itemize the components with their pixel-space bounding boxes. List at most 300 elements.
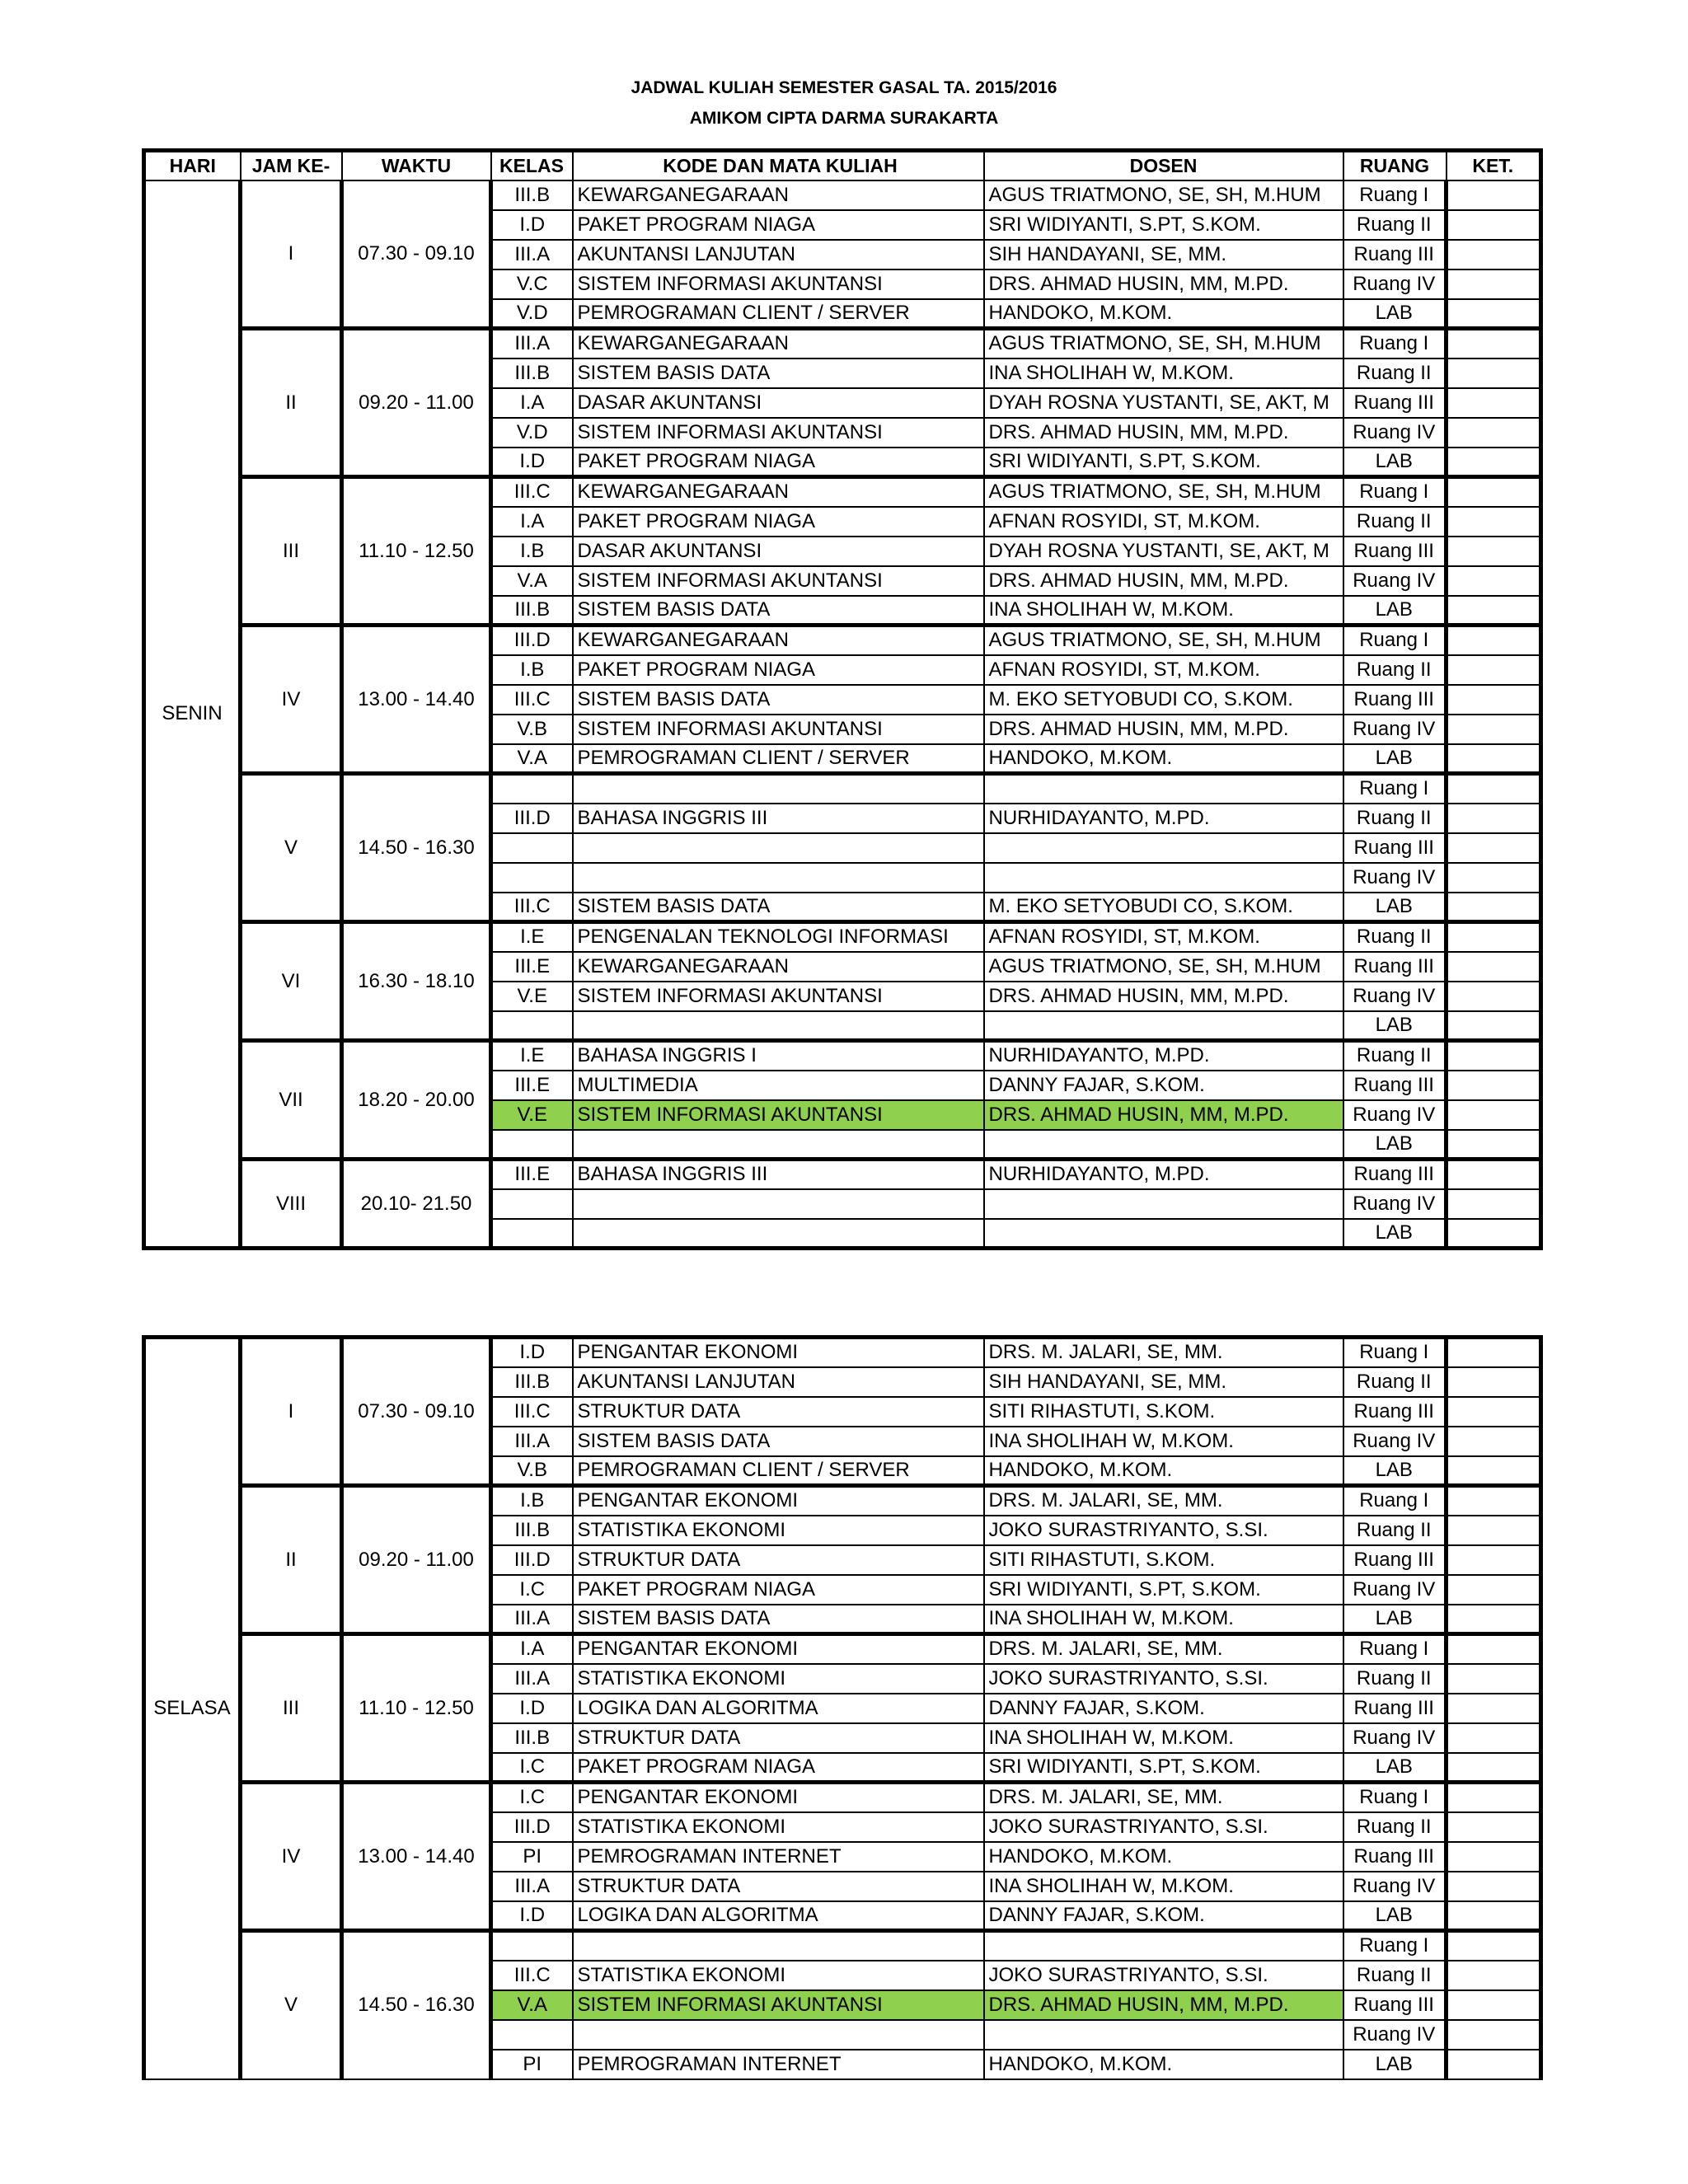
kelas-cell: III.D [491, 1545, 573, 1575]
jam-cell: II [241, 329, 342, 477]
dosen-cell: SITI RIHASTUTI, S.KOM. [984, 1545, 1343, 1575]
ket-cell [1447, 1664, 1541, 1694]
mata-kuliah-cell: PENGANTAR EKONOMI [573, 1634, 984, 1664]
ruang-cell: Ruang I [1343, 1338, 1447, 1367]
dosen-cell: DRS. M. JALARI, SE, MM. [984, 1783, 1343, 1812]
kelas-cell: III.E [491, 952, 573, 982]
ruang-cell: Ruang III [1343, 1071, 1447, 1100]
ket-cell [1447, 774, 1541, 804]
kelas-cell: III.C [491, 1961, 573, 1990]
ket-cell [1447, 1516, 1541, 1545]
mata-kuliah-cell [573, 863, 984, 893]
dosen-cell [984, 2020, 1343, 2050]
mata-kuliah-cell: SISTEM INFORMASI AKUNTANSI [573, 715, 984, 744]
ket-cell [1447, 418, 1541, 448]
dosen-cell [984, 1931, 1343, 1961]
ket-cell [1447, 833, 1541, 863]
jam-cell: VIII [241, 1160, 342, 1249]
ruang-cell: Ruang II [1343, 804, 1447, 833]
mata-kuliah-cell: BAHASA INGGRIS III [573, 804, 984, 833]
waktu-cell: 14.50 - 16.30 [342, 1931, 491, 2079]
waktu-cell: 16.30 - 18.10 [342, 922, 491, 1041]
ruang-cell: Ruang III [1343, 1545, 1447, 1575]
mata-kuliah-cell: AKUNTANSI LANJUTAN [573, 1367, 984, 1397]
header-waktu: WAKTU [342, 151, 491, 180]
ruang-cell: Ruang III [1343, 1990, 1447, 2020]
ket-cell [1447, 2050, 1541, 2079]
ket-cell [1447, 655, 1541, 685]
ruang-cell: LAB [1343, 1753, 1447, 1783]
mata-kuliah-cell [573, 1931, 984, 1961]
kelas-cell: III.B [491, 1367, 573, 1397]
ket-cell [1447, 537, 1541, 566]
mata-kuliah-cell: STRUKTUR DATA [573, 1545, 984, 1575]
ruang-cell: Ruang IV [1343, 566, 1447, 596]
ket-cell [1447, 1990, 1541, 2020]
ruang-cell: Ruang IV [1343, 715, 1447, 744]
dosen-cell [984, 833, 1343, 863]
ruang-cell: Ruang II [1343, 359, 1447, 388]
table-row [144, 1338, 1541, 1367]
mata-kuliah-cell: PAKET PROGRAM NIAGA [573, 655, 984, 685]
dosen-cell: JOKO SURASTRIYANTO, S.SI. [984, 1812, 1343, 1842]
mata-kuliah-cell: PAKET PROGRAM NIAGA [573, 1753, 984, 1783]
kelas-cell: III.C [491, 1397, 573, 1427]
kelas-cell: III.A [491, 1872, 573, 1901]
mata-kuliah-cell: STATISTIKA EKONOMI [573, 1812, 984, 1842]
ruang-cell: Ruang III [1343, 1397, 1447, 1427]
kelas-cell [491, 1130, 573, 1160]
kelas-cell: III.E [491, 1160, 573, 1189]
mata-kuliah-cell: SISTEM BASIS DATA [573, 359, 984, 388]
kelas-cell: I.D [491, 1901, 573, 1931]
ket-cell [1447, 982, 1541, 1011]
jam-cell: I [241, 1338, 342, 1486]
kelas-cell: I.C [491, 1783, 573, 1812]
dosen-cell: AGUS TRIATMONO, SE, SH, M.HUM [984, 477, 1343, 507]
mata-kuliah-cell: STRUKTUR DATA [573, 1397, 984, 1427]
mata-kuliah-cell: KEWARGANEGARAAN [573, 329, 984, 359]
kelas-cell: I.B [491, 537, 573, 566]
mata-kuliah-cell: KEWARGANEGARAAN [573, 180, 984, 210]
ket-cell [1447, 180, 1541, 210]
dosen-cell: SIH HANDAYANI, SE, MM. [984, 240, 1343, 269]
ket-cell [1447, 507, 1541, 537]
dosen-cell: NURHIDAYANTO, M.PD. [984, 804, 1343, 833]
dosen-cell: SRI WIDIYANTI, S.PT, S.KOM. [984, 1575, 1343, 1605]
mata-kuliah-cell: LOGIKA DAN ALGORITMA [573, 1901, 984, 1931]
kelas-cell: V.A [491, 566, 573, 596]
dosen-cell: JOKO SURASTRIYANTO, S.SI. [984, 1961, 1343, 1990]
kelas-cell: I.B [491, 655, 573, 685]
ket-cell [1447, 1872, 1541, 1901]
ruang-cell: LAB [1343, 1011, 1447, 1041]
table-row [144, 477, 1541, 507]
mata-kuliah-cell: SISTEM INFORMASI AKUNTANSI [573, 269, 984, 299]
jam-cell: IV [241, 1783, 342, 1931]
mata-kuliah-cell: KEWARGANEGARAAN [573, 952, 984, 982]
mata-kuliah-cell: SISTEM BASIS DATA [573, 1427, 984, 1456]
ket-cell [1447, 240, 1541, 269]
header-hari: HARI [144, 151, 241, 180]
ket-cell [1447, 359, 1541, 388]
dosen-cell: HANDOKO, M.KOM. [984, 1456, 1343, 1486]
ket-cell [1447, 626, 1541, 655]
table-row [144, 774, 1541, 804]
kelas-cell: III.A [491, 1427, 573, 1456]
waktu-cell: 07.30 - 09.10 [342, 1338, 491, 1486]
mata-kuliah-cell: PEMROGRAMAN CLIENT / SERVER [573, 744, 984, 774]
ruang-cell: Ruang IV [1343, 982, 1447, 1011]
ket-cell [1447, 1723, 1541, 1753]
mata-kuliah-cell: DASAR AKUNTANSI [573, 388, 984, 418]
ket-cell [1447, 1694, 1541, 1723]
dosen-cell: AGUS TRIATMONO, SE, SH, M.HUM [984, 626, 1343, 655]
dosen-cell: INA SHOLIHAH W, M.KOM. [984, 1605, 1343, 1634]
kelas-cell: III.D [491, 804, 573, 833]
waktu-cell: 07.30 - 09.10 [342, 180, 491, 329]
ruang-cell: LAB [1343, 1130, 1447, 1160]
kelas-cell: I.D [491, 210, 573, 240]
ket-cell [1447, 1338, 1541, 1367]
ket-cell [1447, 2020, 1541, 2050]
mata-kuliah-cell: SISTEM BASIS DATA [573, 893, 984, 922]
kelas-cell: III.C [491, 893, 573, 922]
jam-cell: I [241, 180, 342, 329]
mata-kuliah-cell: DASAR AKUNTANSI [573, 537, 984, 566]
ruang-cell: Ruang II [1343, 1041, 1447, 1071]
ruang-cell: Ruang II [1343, 1516, 1447, 1545]
kelas-cell: III.A [491, 240, 573, 269]
mata-kuliah-cell: STRUKTUR DATA [573, 1723, 984, 1753]
kelas-cell: III.E [491, 1071, 573, 1100]
ruang-cell: Ruang IV [1343, 1427, 1447, 1456]
kelas-cell [491, 1931, 573, 1961]
dosen-cell: JOKO SURASTRIYANTO, S.SI. [984, 1664, 1343, 1694]
dosen-cell: DANNY FAJAR, S.KOM. [984, 1694, 1343, 1723]
kelas-cell [491, 1219, 573, 1249]
ket-cell [1447, 1100, 1541, 1130]
ket-cell [1447, 1219, 1541, 1249]
mata-kuliah-cell [573, 1011, 984, 1041]
header-ruang: RUANG [1343, 151, 1447, 180]
ruang-cell: Ruang IV [1343, 269, 1447, 299]
dosen-cell: HANDOKO, M.KOM. [984, 2050, 1343, 2079]
kelas-cell: I.E [491, 1041, 573, 1071]
header-jam: JAM KE- [241, 151, 342, 180]
mata-kuliah-cell [573, 2020, 984, 2050]
table-row [144, 1041, 1541, 1071]
mata-kuliah-cell: BAHASA INGGRIS I [573, 1041, 984, 1071]
kelas-cell: V.C [491, 269, 573, 299]
jam-cell: V [241, 1931, 342, 2079]
table-row [144, 1783, 1541, 1812]
kelas-cell: III.B [491, 596, 573, 626]
dosen-cell: NURHIDAYANTO, M.PD. [984, 1041, 1343, 1071]
page-title: JADWAL KULIAH SEMESTER GASAL TA. 2015/2016 [631, 78, 1057, 97]
dosen-cell: DANNY FAJAR, S.KOM. [984, 1071, 1343, 1100]
dosen-cell: DRS. M. JALARI, SE, MM. [984, 1338, 1343, 1367]
ruang-cell: LAB [1343, 1219, 1447, 1249]
jam-cell: VII [241, 1041, 342, 1160]
dosen-cell: INA SHOLIHAH W, M.KOM. [984, 1872, 1343, 1901]
dosen-cell: HANDOKO, M.KOM. [984, 299, 1343, 329]
ruang-cell: Ruang II [1343, 1961, 1447, 1990]
mata-kuliah-cell: SISTEM BASIS DATA [573, 596, 984, 626]
jam-cell: V [241, 774, 342, 922]
dosen-cell: DRS. AHMAD HUSIN, MM, M.PD. [984, 566, 1343, 596]
dosen-cell [984, 1130, 1343, 1160]
jam-cell: III [241, 1634, 342, 1783]
ket-cell [1447, 1931, 1541, 1961]
schedule-table-selasa [142, 1335, 1543, 2080]
ruang-cell: Ruang I [1343, 329, 1447, 359]
mata-kuliah-cell: PAKET PROGRAM NIAGA [573, 448, 984, 477]
jam-cell: IV [241, 626, 342, 774]
ket-cell [1447, 566, 1541, 596]
table-row [144, 180, 1541, 210]
ket-cell [1447, 1634, 1541, 1664]
dosen-cell: SRI WIDIYANTI, S.PT, S.KOM. [984, 210, 1343, 240]
ruang-cell: Ruang III [1343, 388, 1447, 418]
ket-cell [1447, 685, 1541, 715]
ruang-cell: LAB [1343, 1456, 1447, 1486]
dosen-cell: DRS. AHMAD HUSIN, MM, M.PD. [984, 1100, 1343, 1130]
header-mata-kuliah: KODE DAN MATA KULIAH [573, 151, 984, 180]
dosen-cell: INA SHOLIHAH W, M.KOM. [984, 1427, 1343, 1456]
dosen-cell: HANDOKO, M.KOM. [984, 1842, 1343, 1872]
ket-cell [1447, 1901, 1541, 1931]
kelas-cell [491, 1189, 573, 1219]
ruang-cell: Ruang IV [1343, 1872, 1447, 1901]
mata-kuliah-cell: PENGENALAN TEKNOLOGI INFORMASI [573, 922, 984, 952]
ruang-cell: Ruang I [1343, 477, 1447, 507]
ket-cell [1447, 1160, 1541, 1189]
mata-kuliah-cell: SISTEM BASIS DATA [573, 1605, 984, 1634]
waktu-cell: 14.50 - 16.30 [342, 774, 491, 922]
kelas-cell: III.B [491, 359, 573, 388]
mata-kuliah-cell: PAKET PROGRAM NIAGA [573, 1575, 984, 1605]
waktu-cell: 18.20 - 20.00 [342, 1041, 491, 1160]
kelas-cell [491, 863, 573, 893]
dosen-cell [984, 774, 1343, 804]
ket-cell [1447, 863, 1541, 893]
kelas-cell: III.B [491, 180, 573, 210]
ket-cell [1447, 1130, 1541, 1160]
page-subtitle: AMIKOM CIPTA DARMA SURAKARTA [689, 109, 999, 128]
mata-kuliah-cell: MULTIMEDIA [573, 1071, 984, 1100]
ket-cell [1447, 952, 1541, 982]
mata-kuliah-cell: BAHASA INGGRIS III [573, 1160, 984, 1189]
ket-cell [1447, 1041, 1541, 1071]
kelas-cell: I.D [491, 1338, 573, 1367]
jam-cell: VI [241, 922, 342, 1041]
kelas-cell: I.A [491, 1634, 573, 1664]
ruang-cell: Ruang IV [1343, 863, 1447, 893]
schedule-table-senin [142, 148, 1543, 1250]
dosen-cell: DRS. M. JALARI, SE, MM. [984, 1634, 1343, 1664]
ruang-cell: LAB [1343, 448, 1447, 477]
mata-kuliah-cell [573, 1130, 984, 1160]
ruang-cell: Ruang I [1343, 180, 1447, 210]
ruang-cell: Ruang IV [1343, 2020, 1447, 2050]
dosen-cell: INA SHOLIHAH W, M.KOM. [984, 1723, 1343, 1753]
kelas-cell: I.A [491, 388, 573, 418]
waktu-cell: 11.10 - 12.50 [342, 477, 491, 626]
ket-cell [1447, 388, 1541, 418]
kelas-cell: III.B [491, 1516, 573, 1545]
ket-cell [1447, 596, 1541, 626]
ket-cell [1447, 1842, 1541, 1872]
waktu-cell: 13.00 - 14.40 [342, 626, 491, 774]
dosen-cell: SRI WIDIYANTI, S.PT, S.KOM. [984, 448, 1343, 477]
ruang-cell: Ruang III [1343, 833, 1447, 863]
ruang-cell: Ruang III [1343, 1694, 1447, 1723]
dosen-cell [984, 1219, 1343, 1249]
table-row [144, 1931, 1541, 1961]
ket-cell [1447, 893, 1541, 922]
mata-kuliah-cell: PENGANTAR EKONOMI [573, 1486, 984, 1516]
ket-cell [1447, 1605, 1541, 1634]
dosen-cell: DRS. AHMAD HUSIN, MM, M.PD. [984, 1990, 1343, 2020]
ruang-cell: LAB [1343, 2050, 1447, 2079]
dosen-cell: SITI RIHASTUTI, S.KOM. [984, 1397, 1343, 1427]
mata-kuliah-cell: AKUNTANSI LANJUTAN [573, 240, 984, 269]
kelas-cell: I.B [491, 1486, 573, 1516]
kelas-cell [491, 2020, 573, 2050]
ruang-cell: Ruang III [1343, 1160, 1447, 1189]
mata-kuliah-cell: PEMROGRAMAN CLIENT / SERVER [573, 1456, 984, 1486]
kelas-cell [491, 833, 573, 863]
ket-cell [1447, 1812, 1541, 1842]
mata-kuliah-cell: PEMROGRAMAN INTERNET [573, 1842, 984, 1872]
waktu-cell: 09.20 - 11.00 [342, 1486, 491, 1634]
kelas-cell: V.B [491, 715, 573, 744]
mata-kuliah-cell: KEWARGANEGARAAN [573, 477, 984, 507]
ket-cell [1447, 1427, 1541, 1456]
kelas-cell: PI [491, 2050, 573, 2079]
ket-cell [1447, 804, 1541, 833]
ruang-cell: Ruang I [1343, 1634, 1447, 1664]
kelas-cell: III.C [491, 685, 573, 715]
ket-cell [1447, 329, 1541, 359]
dosen-cell: AGUS TRIATMONO, SE, SH, M.HUM [984, 329, 1343, 359]
kelas-cell: I.C [491, 1753, 573, 1783]
ket-cell [1447, 1575, 1541, 1605]
kelas-cell: V.B [491, 1456, 573, 1486]
ket-cell [1447, 1456, 1541, 1486]
kelas-cell: I.D [491, 448, 573, 477]
kelas-cell: III.A [491, 1605, 573, 1634]
waktu-cell: 13.00 - 14.40 [342, 1783, 491, 1931]
ruang-cell: Ruang IV [1343, 1723, 1447, 1753]
ruang-cell: LAB [1343, 744, 1447, 774]
ket-cell [1447, 1753, 1541, 1783]
ket-cell [1447, 1961, 1541, 1990]
ket-cell [1447, 922, 1541, 952]
dosen-cell: DRS. AHMAD HUSIN, MM, M.PD. [984, 418, 1343, 448]
mata-kuliah-cell: STATISTIKA EKONOMI [573, 1516, 984, 1545]
kelas-cell: V.E [491, 982, 573, 1011]
jam-cell: III [241, 477, 342, 626]
ruang-cell: LAB [1343, 1605, 1447, 1634]
dosen-cell: JOKO SURASTRIYANTO, S.SI. [984, 1516, 1343, 1545]
table-row [144, 1634, 1541, 1664]
ruang-cell: Ruang IV [1343, 1100, 1447, 1130]
ruang-cell: Ruang III [1343, 1842, 1447, 1872]
kelas-cell: I.E [491, 922, 573, 952]
table-row [144, 1160, 1541, 1189]
ruang-cell: Ruang II [1343, 1664, 1447, 1694]
dosen-cell: AGUS TRIATMONO, SE, SH, M.HUM [984, 180, 1343, 210]
ruang-cell: Ruang IV [1343, 1575, 1447, 1605]
ruang-cell: Ruang I [1343, 626, 1447, 655]
header-dosen: DOSEN [984, 151, 1343, 180]
ket-cell [1447, 210, 1541, 240]
dosen-cell: AFNAN ROSYIDI, ST, M.KOM. [984, 507, 1343, 537]
ket-cell [1447, 744, 1541, 774]
dosen-cell: M. EKO SETYOBUDI CO, S.KOM. [984, 685, 1343, 715]
dosen-cell: INA SHOLIHAH W, M.KOM. [984, 596, 1343, 626]
mata-kuliah-cell: PAKET PROGRAM NIAGA [573, 507, 984, 537]
ruang-cell: Ruang I [1343, 1486, 1447, 1516]
ket-cell [1447, 1367, 1541, 1397]
day-cell: SENIN [144, 180, 241, 1249]
table-row [144, 329, 1541, 359]
ket-cell [1447, 448, 1541, 477]
dosen-cell: DYAH ROSNA YUSTANTI, SE, AKT, M [984, 388, 1343, 418]
mata-kuliah-cell: SISTEM INFORMASI AKUNTANSI [573, 418, 984, 448]
kelas-cell: I.D [491, 1694, 573, 1723]
kelas-cell: V.A [491, 1990, 573, 2020]
waktu-cell: 20.10- 21.50 [342, 1160, 491, 1249]
ruang-cell: Ruang II [1343, 1812, 1447, 1842]
dosen-cell: AGUS TRIATMONO, SE, SH, M.HUM [984, 952, 1343, 982]
ket-cell [1447, 299, 1541, 329]
dosen-cell: DRS. M. JALARI, SE, MM. [984, 1486, 1343, 1516]
ket-cell [1447, 1189, 1541, 1219]
ket-cell [1447, 269, 1541, 299]
ruang-cell: Ruang III [1343, 952, 1447, 982]
kelas-cell: III.A [491, 1664, 573, 1694]
table-row [144, 1486, 1541, 1516]
mata-kuliah-cell: SISTEM INFORMASI AKUNTANSI [573, 982, 984, 1011]
dosen-cell: DRS. AHMAD HUSIN, MM, M.PD. [984, 982, 1343, 1011]
kelas-cell: I.C [491, 1575, 573, 1605]
ruang-cell: Ruang IV [1343, 418, 1447, 448]
kelas-cell [491, 774, 573, 804]
jam-cell: II [241, 1486, 342, 1634]
mata-kuliah-cell: SISTEM INFORMASI AKUNTANSI [573, 566, 984, 596]
dosen-cell: NURHIDAYANTO, M.PD. [984, 1160, 1343, 1189]
mata-kuliah-cell [573, 774, 984, 804]
ruang-cell: Ruang III [1343, 685, 1447, 715]
ket-cell [1447, 1545, 1541, 1575]
ket-cell [1447, 1486, 1541, 1516]
ket-cell [1447, 1783, 1541, 1812]
dosen-cell: DRS. AHMAD HUSIN, MM, M.PD. [984, 715, 1343, 744]
ruang-cell: LAB [1343, 893, 1447, 922]
header-row [144, 151, 1541, 180]
ruang-cell: Ruang IV [1343, 1189, 1447, 1219]
mata-kuliah-cell [573, 833, 984, 863]
mata-kuliah-cell: PEMROGRAMAN INTERNET [573, 2050, 984, 2079]
ket-cell [1447, 1397, 1541, 1427]
dosen-cell [984, 1011, 1343, 1041]
dosen-cell [984, 863, 1343, 893]
dosen-cell: SRI WIDIYANTI, S.PT, S.KOM. [984, 1753, 1343, 1783]
ruang-cell: Ruang III [1343, 240, 1447, 269]
